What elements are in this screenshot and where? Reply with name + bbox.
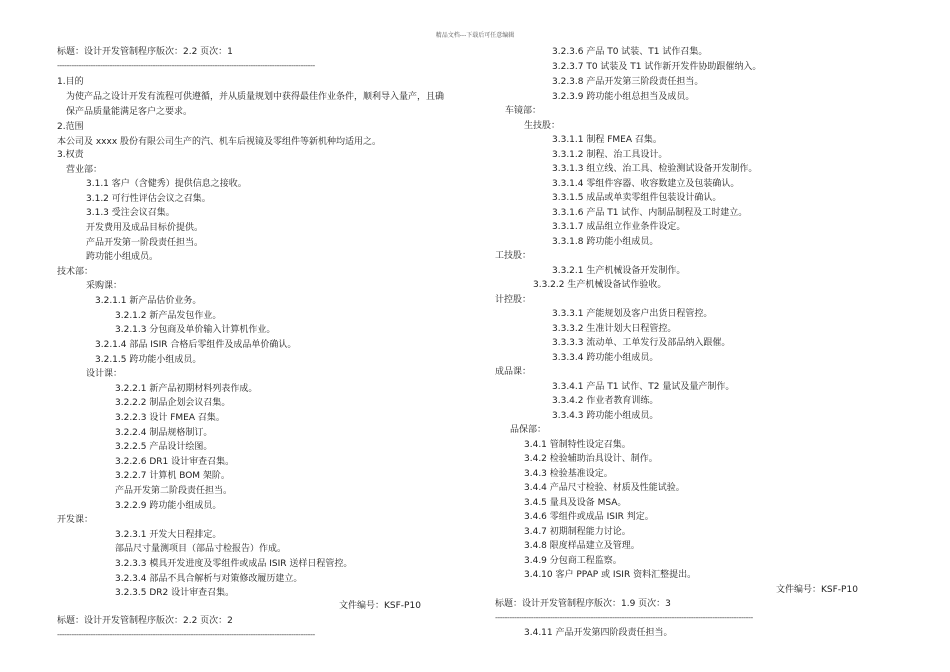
list-item: 3.3.3.1 产能规划及客户出货日程管控。 (552, 309, 713, 319)
list-item: 3.3.1.5 成品或单卖零组件包装设计确认。 (552, 193, 722, 203)
page-title: 标题：设计开发管制程序版次：1.9 页次：3 (495, 599, 671, 609)
list-item: 3.4.6 零组件或成品 ISIR 判定。 (524, 512, 654, 522)
page-title: 标题：设计开发管制程序版次：2.2 页次：2 (57, 616, 233, 626)
list-item: 3.2.2.6 DR1 设计审查召集。 (115, 457, 235, 467)
document-number: 文件编号：KSF-P10 (776, 585, 858, 595)
list-item: 3.2.3.1 开发大日程排定。 (115, 530, 222, 540)
list-item: 3.2.3.5 DR2 设计审查召集。 (115, 588, 235, 598)
list-item: 3.2.2.9 跨功能小组成员。 (115, 501, 222, 511)
dept-heading: 车镜部： (505, 106, 542, 116)
list-item: 3.4.7 初期制程能力讨论。 (524, 527, 631, 537)
list-item: 3.4.4 产品尺寸检验、材质及性能试验。 (524, 483, 685, 493)
dept-heading: 营业部： (66, 165, 103, 175)
list-item: 3.2.3.6 产品 T0 试装、T1 试作召集。 (552, 47, 708, 57)
list-item: 3.3.1.2 制程、治工具设计。 (552, 150, 668, 160)
dept-heading: 技术部： (57, 267, 94, 277)
list-item: 3.2.2.2 制品企划会议召集。 (115, 398, 231, 408)
list-item: 3.4.1 管制特性设定召集。 (524, 440, 631, 450)
list-item: 3.2.2.3 设计 FMEA 召集。 (115, 413, 225, 423)
list-item: 3.3.1.6 产品 T1 试作、内制品制程及工时建立。 (552, 208, 748, 218)
list-item: 3.3.4.3 跨功能小组成员。 (552, 411, 659, 421)
list-item: 3.2.3.9 跨功能小组总担当及成员。 (552, 92, 695, 102)
sub-dept-heading: 设计课： (86, 369, 123, 379)
list-item: 3.2.1.5 跨功能小组成员。 (95, 355, 202, 365)
list-item: 3.2.1.4 部品 ISIR 合格后零组件及成品单价确认。 (95, 340, 297, 350)
list-item: 3.2.2.5 产品设计绘图。 (115, 442, 213, 452)
list-item: 3.4.11 产品开发第四阶段责任担当。 (524, 628, 673, 638)
dept-heading: 品保部： (510, 425, 547, 435)
list-item: 3.3.4.2 作业者教育训练。 (552, 396, 659, 406)
list-item: 3.3.2.1 生产机械设备开发制作。 (552, 266, 686, 276)
list-item: 3.4.9 分包商工程监察。 (524, 556, 622, 566)
list-item: 3.3.1.7 成品组立作业条件设定。 (552, 222, 686, 232)
page-header: 精品文档---下载后可任意编辑 (435, 32, 515, 39)
list-item: 3.2.3.8 产品开发第三阶段责任担当。 (552, 77, 704, 87)
list-item: 3.3.3.2 生准计划大日程管控。 (552, 324, 677, 334)
list-item: 3.3.1.4 零组件容器、收容数建立及包装确认。 (552, 179, 740, 189)
list-item: 3.4.10 客户 PPAP 或 ISIR 资料汇整提出。 (524, 570, 697, 580)
list-item: 3.1.3 受注会议召集。 (86, 208, 175, 218)
list-item: 3.3.1.8 跨功能小组成员。 (552, 237, 659, 247)
document-number: 文件编号：KSF-P10 (339, 601, 421, 611)
list-item: 3.2.1.3 分包商及单价输入计算机作业。 (115, 325, 276, 335)
section-heading: 3.权责 (57, 150, 84, 160)
list-item: 3.4.2 检验辅助治具设计、制作。 (524, 454, 658, 464)
sub-dept-heading: 工技股： (495, 251, 532, 261)
paragraph-line: 为使产品之设计开发有流程可供遵循，并从质量规划中获得最佳作业条件，顺利导入量产，且确 (66, 92, 445, 102)
list-item: 3.2.3.7 T0 试装及 T1 试作新开发件协助跟催纳入。 (552, 62, 762, 72)
list-item: 3.4.5 量具及设备 MSA。 (524, 498, 627, 508)
list-item: 3.1.1 客户（含健秀）提供信息之接收。 (86, 179, 247, 189)
sub-dept-heading: 采购课： (86, 281, 123, 291)
list-item: 3.2.1.2 新产品发包作业。 (115, 311, 222, 321)
divider: ------------------------------------------------------------------------------------------------------------ (495, 613, 753, 622)
list-item: 3.1.2 可行性评估会议之召集。 (86, 194, 211, 204)
sub-dept-heading: 计控股： (495, 295, 532, 305)
sub-dept-heading: 生技股： (524, 121, 561, 131)
list-item: 3.2.3.4 部品不具合解析与对策修改履历建立。 (115, 574, 303, 584)
divider: ------------------------------------------------------------------------------------------------------------ (57, 630, 315, 639)
list-item: 3.2.2.1 新产品初期材料列表作成。 (115, 384, 258, 394)
list-item: 3.3.2.2 生产机械设备试作验收。 (533, 280, 667, 290)
list-item: 3.3.1.1 制程 FMEA 召集。 (552, 135, 662, 145)
section-heading: 2.范围 (57, 122, 84, 132)
list-item: 跨功能小组成员。 (86, 252, 159, 262)
list-item: 3.2.3.3 模具开发进度及零组件或成品 ISIR 送样日程管控。 (115, 559, 353, 569)
list-item: 部品尺寸量测项目（部品寸检报告）作成。 (115, 544, 287, 554)
list-item: 3.4.3 检验基准设定。 (524, 469, 613, 479)
list-item: 3.3.3.3 流动单、工单发行及部品纳入跟催。 (552, 338, 731, 348)
sub-dept-heading: 开发课： (57, 515, 94, 525)
list-item: 3.2.1.1 新产品估价业务。 (95, 296, 202, 306)
list-item: 产品开发第一阶段责任担当。 (86, 238, 204, 248)
list-item: 3.2.2.4 制品规格制订。 (115, 428, 213, 438)
paragraph-line: 本公司及 xxxx 股份有限公司生产的汽、机车后视镜及零组件等新机种均适用之。 (57, 137, 382, 147)
section-heading: 1.目的 (57, 77, 84, 87)
paragraph-line: 保产品质量能满足客户之要求。 (66, 107, 193, 117)
list-item: 3.4.8 限度样品建立及管理。 (524, 541, 640, 551)
list-item: 3.3.1.3 组立线、治工具、检验测试设备开发制作。 (552, 164, 758, 174)
list-item: 产品开发第二阶段责任担当。 (115, 486, 233, 496)
page-title: 标题：设计开发管制程序版次：2.2 页次：1 (57, 47, 233, 57)
divider: ------------------------------------------------------------------------------------------------------------ (57, 61, 315, 70)
list-item: 3.2.2.7 计算机 BOM 架阶。 (115, 471, 230, 481)
list-item: 3.3.4.1 产品 T1 试作、T2 量试及量产制作。 (552, 382, 735, 392)
sub-dept-heading: 成品课： (495, 367, 532, 377)
list-item: 3.3.3.4 跨功能小组成员。 (552, 353, 659, 363)
list-item: 开发费用及成品目标价提供。 (86, 223, 204, 233)
